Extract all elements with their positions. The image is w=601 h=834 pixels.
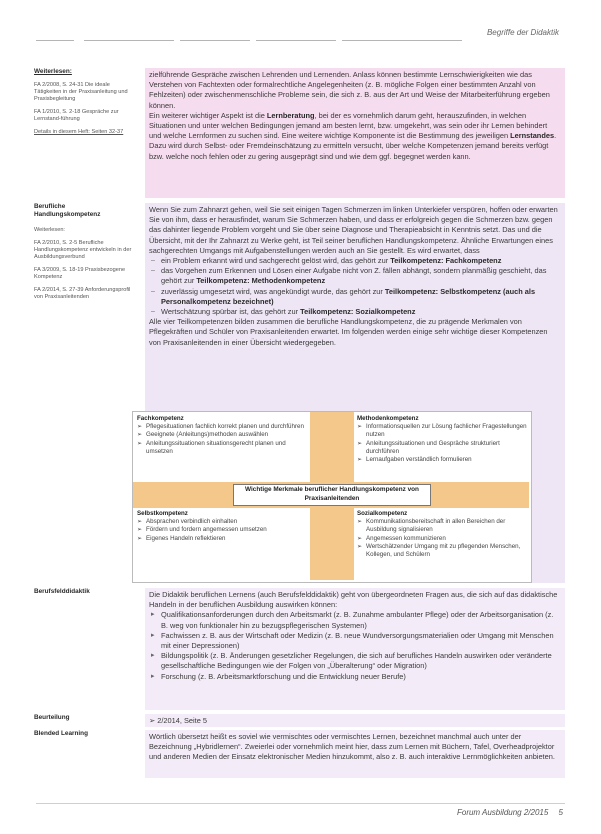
cell-list xyxy=(357,423,527,464)
header-rule xyxy=(256,40,336,41)
table-cell-sozialkompetenz xyxy=(357,510,527,559)
cell-title: Selbstkompetenz xyxy=(137,510,188,517)
reference-note: FA 3/2009, S. 18-19 Praxisbezogene Kompetenz xyxy=(34,267,126,280)
cell-item: ➢ Kommunikationsbereitschaft in allen Bereichen der Ausbildung signalisieren xyxy=(366,518,527,534)
text-run: zuverlässig umgesetzt wird, was angekündigt wurde, das gehört zur xyxy=(161,286,385,296)
reference-note: Details in diesem Heft: Seiten 32-37 xyxy=(34,129,124,135)
list-item xyxy=(161,307,561,317)
factor-list xyxy=(149,610,561,681)
text-run: das Vorgehen zum Erkennen und Lösen einer Aufgabe nicht von Z. fällen abhängt, sondern planmäßig geschieht, das gehört zur xyxy=(161,266,547,286)
cell-item: ➢ Anleitungssituationen und Gespräche strukturiert durchführen xyxy=(366,440,527,456)
row-blended-learning xyxy=(30,730,568,778)
bold-term: Lernberatung xyxy=(266,110,315,120)
bold-term: Teilkompetenz: Methodenkompetenz xyxy=(196,276,326,286)
reference-note: FA 2/2010, S. 2-5 Berufliche Handlungskompetenz entwickeln in der Ausbildungsverbund xyxy=(34,240,132,260)
table-cell-selbstkompetenz xyxy=(137,510,309,543)
text-run: Wertschätzung spürbar ist, das gehört zur xyxy=(161,307,301,317)
cell-item: ➢ Informationsquellen zur Lösung fachlicher Fragestellungen nutzen xyxy=(366,423,527,439)
row-label: Berufsfelddidaktik xyxy=(34,588,90,595)
competence-table xyxy=(132,411,532,583)
cell-list xyxy=(137,518,309,543)
cell-item: ➢ Eigenes Handeln reflektieren xyxy=(146,535,309,543)
text-run: Ein weiterer wichtiger Aspekt ist die xyxy=(149,110,267,120)
cell-item: ➢ Absprachen verbindlich einhalten xyxy=(146,518,309,526)
list-item xyxy=(161,266,561,286)
reference-note: FA 2/2008, S. 24-31 Die ideale Tätigkeiten in der Praxisanleitung und Praxisbegleitung xyxy=(34,82,128,102)
list-item: ▸ Fachwissen z. B. aus der Wirtschaft oder Medizin (z. B. neue Wundversorgungsmaterialien oder Umgang mit Menschen mit einer Depressionen) xyxy=(161,631,561,651)
list-item: ▸ Bildungspolitik (z. B. Änderungen gesetzlicher Regelungen, die sich auf berufliches Handeln auswirken oder veränderte gesellschaftliche Bedingungen wie der Folgen von „Überalterung“ oder Migration) xyxy=(161,651,561,671)
row-body xyxy=(145,588,565,710)
row-label: Berufliche Handlungskompetenz xyxy=(34,203,101,218)
header-rule xyxy=(84,40,174,41)
cell-item: ➢ Angemessen kommunizieren xyxy=(366,535,527,543)
footer-publication: Forum Ausbildung 2/2015 xyxy=(456,808,549,817)
row-beurteilung xyxy=(30,714,568,727)
cell-title: Methodenkompetenz xyxy=(357,415,419,422)
cell-item: ➢ Fördern und fordern angemessen umsetzen xyxy=(146,526,309,534)
paragraph: Alle vier Teilkompetenzen bilden zusammen die berufliche Handlungskompetenz, die zu prägende Merkmalen von Pflegekräften und Schüler von Praxisanleitenden erwartet. Im folgenden werden einige sehr wichtige dieser Kompetenzen von Praxisanleitenden in einer Übersicht wiedergegeben. xyxy=(149,317,548,347)
list-item xyxy=(161,287,561,307)
text-run: ein Problem erkannt wird und sachgerecht gelöst wird, das gehört zur xyxy=(161,256,391,266)
row-lernberatung xyxy=(30,68,568,198)
list-item: ▸ Qualifikationsanforderungen durch den Arbeitsmarkt (z. B. Zunahme ambulanter Pflege) oder der Arbeitsorganisation (z. B. weg von funktionaler hin zu bezugspflegerischen Systemen) xyxy=(161,610,561,630)
text-run: , bei der es vornehmlich darum geht, herauszufinden, in welchen Situationen und unter welchen Bedingungen jemand am besten lernt, bzw. umgekehrt, was sein oder ihr Lernen behindert und welche Lernformen zu suchen sind. Eine weitere wichtige Komponente ist die Bestimmung des jeweiligen xyxy=(149,110,548,141)
row-left-column xyxy=(34,203,132,307)
bold-term: Lernstandes xyxy=(510,131,555,141)
cell-item: ➢ Wertschätzender Umgang mit zu pflegenden Menschen, Kollegen, und Schülern xyxy=(366,543,527,559)
reference-note: Weiterlesen: xyxy=(34,227,65,233)
list-item xyxy=(161,256,561,266)
row-left-column xyxy=(34,68,132,142)
bold-term: Teilkompetenz: Fachkompetenz xyxy=(390,256,502,266)
footer-rule xyxy=(36,803,565,804)
cell-title: Fachkompetenz xyxy=(137,415,184,422)
table-center-title: Wichtige Merkmale beruflicher Handlungskompetenz von Praxisanleitenden xyxy=(233,484,431,506)
text-run: . Dazu wird durch Selbst- oder Fremdeinschätzung zu ermitteln versucht, über welche Kompetenzen jemand bereits verfügt bzw. welche noch fehlen oder zu gering ausgeprägt sind und wie dem ggf. begegnet werden kann. xyxy=(149,131,557,161)
competence-list xyxy=(149,256,561,317)
list-item: ▸ Forschung (z. B. Arbeitsmarktforschung und die Entwicklung neuer Berufe) xyxy=(161,672,561,682)
cell-list xyxy=(137,423,309,456)
row-body xyxy=(145,730,565,778)
row-left-column xyxy=(34,588,132,602)
header-rule xyxy=(342,40,462,41)
bold-term: Teilkompetenz: Sozialkompetenz xyxy=(300,307,416,317)
paragraph: Wörtlich übersetzt heißt es soviel wie vermischtes oder vermischtes Lernen, bezeichnet manchmal auch unter der Bezeichnung „Hybridlernen“. Zweierlei oder vornehmlich meint hier, dass zum Lernen mit Büchern, Tafel, Overheadprojektor und anderen Medien der Einsatz elektronischer Medien hinzukommt, also z. B. auch interaktive Lernmöglichkeiten anbieten. xyxy=(149,732,555,762)
row-body xyxy=(145,68,565,198)
page-number: 5 xyxy=(558,808,563,817)
bold-term: Teilkompetenz: Selbstkompetenz (auch als Personalkompetenz bezeichnet) xyxy=(161,286,536,306)
reference-link[interactable]: ➢ 2/2014, Seite 5 xyxy=(149,716,207,725)
table-cell-fachkompetenz xyxy=(137,415,309,456)
header-rule xyxy=(36,40,74,41)
row-label: Blended Learning xyxy=(34,730,88,737)
cell-item: ➢ Pflegesituationen fachlich korrekt planen und durchführen xyxy=(146,423,309,431)
page-footer xyxy=(457,808,563,817)
cell-list xyxy=(357,518,527,559)
reference-note: FA 2/2014, S. 27-39 Anforderungsprofil von Praxisanleitenden xyxy=(34,287,131,300)
paragraph: zielführende Gespräche zwischen Lehrenden und Lernenden. Anlass können bestimmte Lernschwierigkeiten wie das Verstehen von Fachtexten oder formalrechtliche Angelegenheiten (z. B. mögliche Folgen einer bestimmten Anzahl von Fehlzeiten) oder zwischenmenschliche Probleme sein, die sich z. B. aus der Art und Weise der Mitarbeiterführung ergeben können. xyxy=(149,70,550,110)
header-rule xyxy=(180,40,250,41)
cell-item: ➢ Lernaufgaben verständlich formulieren xyxy=(366,456,527,464)
row-left-column xyxy=(34,714,132,728)
cell-item: ➢ Anleitungssituationen situationsgerecht planen und umsetzen xyxy=(146,440,309,456)
row-berufsfelddidaktik xyxy=(30,588,568,710)
paragraph xyxy=(149,111,561,162)
table-cell-methodenkompetenz xyxy=(357,415,527,464)
row-label: Beurteilung xyxy=(34,714,70,721)
paragraph: Die Didaktik beruflichen Lernens (auch Berufsfelddidaktik) geht von übergeordneten Fragen aus, die sich auf das didaktische Handeln in der beruflichen Ausbildung auswirken können: xyxy=(149,590,558,610)
reference-note: FA 1/2010, S. 2-18 Gespräche zur Lernstand-führung xyxy=(34,109,119,122)
page-header-title: Begriffe der Didaktik xyxy=(486,28,559,37)
cell-item: ➢ Geeignete (Anleitungs)methoden auswählen xyxy=(146,431,309,439)
row-label: Weiterlesen: xyxy=(34,68,72,75)
row-left-column xyxy=(34,730,132,744)
paragraph: Wenn Sie zum Zahnarzt gehen, weil Sie seit einigen Tagen Schmerzen im linken Unterkiefer verspüren, hoffen oder erwarten Sie von ihm, dass er herausfindet, warum Sie Schmerzen haben, und dass er erfolgreich gegen die Schmerzen bzw. gegen das dahinter liegende Problem vorgeht und Sie über seine Diagnose und Therapieabsicht in Kenntnis setzt. Das und die Übersicht, mit der Ihr Zahnarzt zu Werke geht, ist Teil seiner beruflichen Handlungskompetenz. Ähnliche Erwartungen eines sachgerechten Umgangs mit Aufgabenstellungen werden auch an Sie gestellt. Es wird erwartet, dass xyxy=(149,205,558,255)
cell-title: Sozialkompetenz xyxy=(357,510,408,517)
row-body xyxy=(145,714,565,727)
